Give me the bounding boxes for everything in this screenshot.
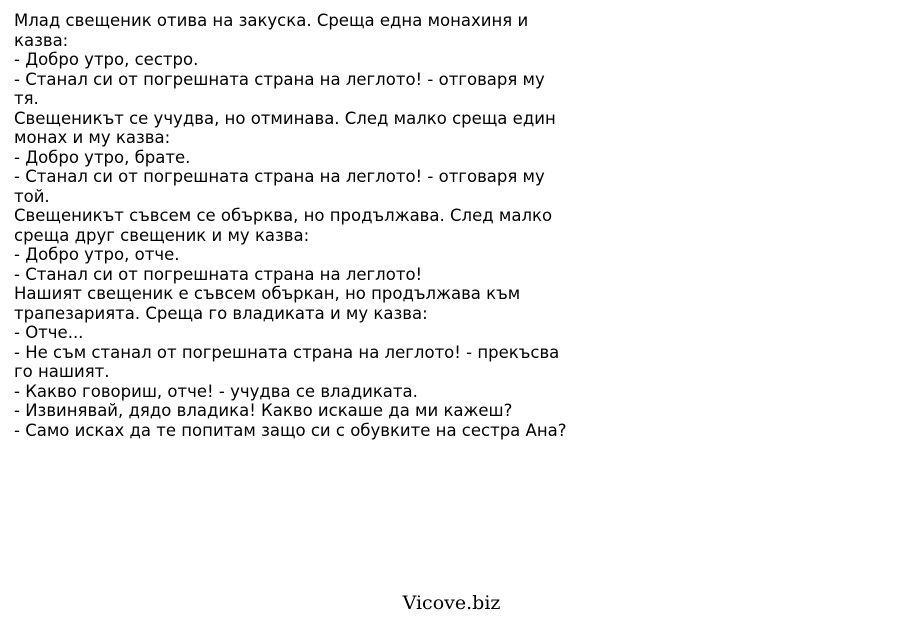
joke-line: Свещеникът се учудва, но отминава. След малко среща един монах и му казва: [14, 108, 556, 147]
joke-line: - Не съм станал от погрешната страна на леглото! - прекъсва го нашият. [14, 342, 560, 381]
joke-text [14, 11, 574, 440]
joke-line: - Добро утро, брате. [14, 147, 191, 167]
joke-line: - Само исках да те попитам защо си с обувките на сестра Ана? [14, 420, 567, 440]
joke-line: Нашият свещеник е съвсем объркан, но продължава към трапезарията. Среща го владиката и му казва: [14, 284, 521, 323]
joke-line: - Какво говориш, отче! - учудва се владиката. [14, 381, 418, 401]
joke-line: - Станал си от погрешната страна на леглото! [14, 264, 423, 284]
joke-line: Свещеникът съвсем се обърква, но продължава. След малко среща друг свещеник и му казва: [14, 206, 553, 245]
joke-line: - Станал си от погрешната страна на леглото! - отговаря му тя. [14, 69, 545, 108]
joke-line: - Отче... [14, 323, 84, 342]
joke-line: - Добро утро, сестро. [14, 50, 199, 69]
joke-line: Млад свещеник отива на закуска. Среща една монахиня и казва: [14, 11, 529, 50]
joke-line: - Станал си от погрешната страна на леглото! - отговаря му той. [14, 167, 545, 206]
joke-line: - Добро утро, отче. [14, 245, 180, 264]
joke-line: - Извинявай, дядо владика! Какво искаше да ми кажеш? [14, 401, 513, 420]
site-watermark: Vicove.biz [402, 592, 501, 614]
